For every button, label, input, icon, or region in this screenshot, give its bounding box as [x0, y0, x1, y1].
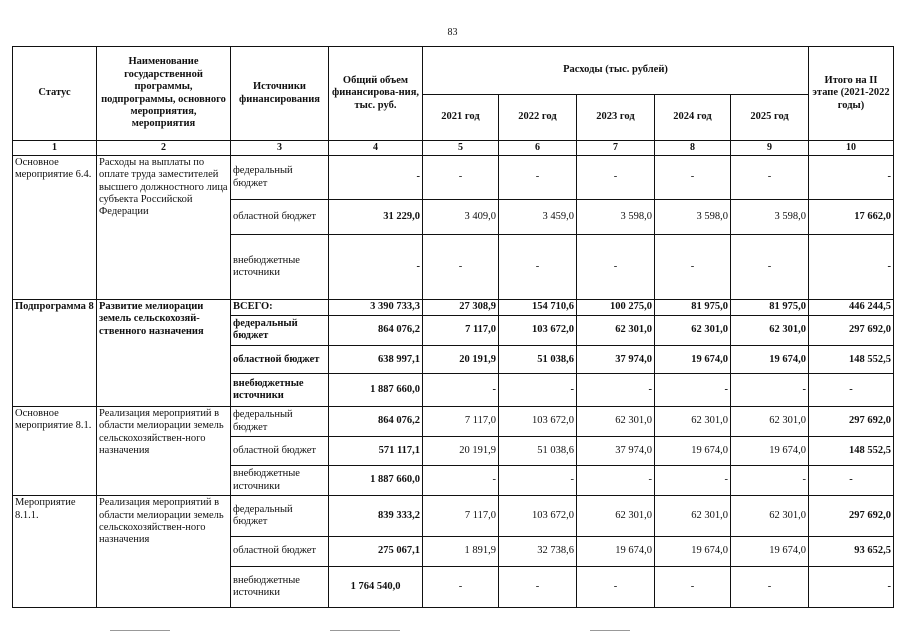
year-cell: 62 301,0 [577, 315, 655, 345]
year-cell: 19 674,0 [731, 437, 809, 465]
year-cell: - [423, 567, 499, 608]
total-cell: 1 887 660,0 [329, 374, 423, 406]
year-cell: 3 409,0 [423, 200, 499, 235]
year-cell: 37 974,0 [577, 437, 655, 465]
total-cell: - [329, 155, 423, 200]
total-cell: 1 887 660,0 [329, 465, 423, 495]
status-cell: Мероприятие 8.1.1. [13, 496, 97, 608]
name-cell: Реализация мероприятий в области мелиорации земель сельскохозяйствен-ного назначения [97, 496, 231, 608]
total-cell: 3 390 733,3 [329, 299, 423, 315]
year-cell: 62 301,0 [655, 406, 731, 436]
name-cell: Развитие мелиорации земель сельскохозяй-ственного назначения [97, 299, 231, 406]
year-cell: 81 975,0 [655, 299, 731, 315]
column-number: 7 [577, 141, 655, 156]
total-cell: 31 229,0 [329, 200, 423, 235]
header-expenses: Расходы (тыс. рублей) [423, 47, 809, 95]
source-cell: областной бюджет [231, 346, 329, 374]
column-number: 5 [423, 141, 499, 156]
source-cell: внебюджетные источники [231, 374, 329, 406]
year-cell: - [423, 155, 499, 200]
column-number: 2 [97, 141, 231, 156]
year-cell: - [499, 567, 577, 608]
itogo-cell: 17 662,0 [809, 200, 894, 235]
source-cell: федеральный бюджет [231, 496, 329, 537]
header-year: 2021 год [423, 95, 499, 141]
year-cell: 103 672,0 [499, 315, 577, 345]
itogo-cell: 446 244,5 [809, 299, 894, 315]
year-cell: 154 710,6 [499, 299, 577, 315]
column-number: 4 [329, 141, 423, 156]
year-cell: - [577, 567, 655, 608]
total-cell: 839 333,2 [329, 496, 423, 537]
year-cell: 62 301,0 [731, 315, 809, 345]
column-number: 3 [231, 141, 329, 156]
year-cell: - [655, 465, 731, 495]
year-cell: 20 191,9 [423, 437, 499, 465]
header-year: 2025 год [731, 95, 809, 141]
year-cell: - [731, 234, 809, 299]
year-cell: 3 459,0 [499, 200, 577, 235]
total-cell: 571 117,1 [329, 437, 423, 465]
itogo-cell: 297 692,0 [809, 315, 894, 345]
year-cell: 20 191,9 [423, 346, 499, 374]
itogo-cell: 93 652,5 [809, 536, 894, 566]
total-cell: 638 997,1 [329, 346, 423, 374]
year-cell: - [655, 567, 731, 608]
source-cell: федеральный бюджет [231, 155, 329, 200]
year-cell: - [499, 155, 577, 200]
name-cell: Реализация мероприятий в области мелиорации земель сельскохозяйствен-ного назначения [97, 406, 231, 495]
source-cell: внебюджетные источники [231, 465, 329, 495]
year-cell: 7 117,0 [423, 406, 499, 436]
year-cell: 3 598,0 [731, 200, 809, 235]
scan-artifact [590, 630, 630, 631]
source-cell: областной бюджет [231, 536, 329, 566]
year-cell: - [423, 234, 499, 299]
year-cell: - [577, 234, 655, 299]
year-cell: 3 598,0 [577, 200, 655, 235]
year-cell: 19 674,0 [577, 536, 655, 566]
year-cell: 19 674,0 [655, 437, 731, 465]
status-cell: Основное мероприятие 6.4. [13, 155, 97, 299]
status-cell: Подпрограмма 8 [13, 299, 97, 406]
year-cell: 62 301,0 [655, 496, 731, 537]
column-number: 9 [731, 141, 809, 156]
itogo-cell: - [809, 155, 894, 200]
year-cell: 81 975,0 [731, 299, 809, 315]
itogo-cell: - [809, 567, 894, 608]
year-cell: 51 038,6 [499, 437, 577, 465]
year-cell: 3 598,0 [655, 200, 731, 235]
itogo-cell: 148 552,5 [809, 346, 894, 374]
status-cell: Основное мероприятие 8.1. [13, 406, 97, 495]
year-cell: 32 738,6 [499, 536, 577, 566]
source-cell: ВСЕГО: [231, 299, 329, 315]
total-cell: 864 076,2 [329, 406, 423, 436]
source-cell: федеральный бюджет [231, 406, 329, 436]
year-cell: 19 674,0 [731, 536, 809, 566]
year-cell: - [577, 155, 655, 200]
year-cell: 19 674,0 [655, 346, 731, 374]
year-cell: 1 891,9 [423, 536, 499, 566]
year-cell: - [655, 155, 731, 200]
year-cell: 27 308,9 [423, 299, 499, 315]
header-itogo: Итого на II этапе (2021-2022 годы) [809, 47, 894, 141]
column-number: 6 [499, 141, 577, 156]
table-row [13, 155, 894, 200]
year-cell: 62 301,0 [577, 406, 655, 436]
itogo-cell: 297 692,0 [809, 406, 894, 436]
table-row [13, 496, 894, 537]
itogo-cell: - [809, 465, 894, 495]
year-cell: - [577, 374, 655, 406]
year-cell: 19 674,0 [655, 536, 731, 566]
header-year: 2024 год [655, 95, 731, 141]
year-cell: - [731, 155, 809, 200]
header-year: 2022 год [499, 95, 577, 141]
year-cell: - [499, 234, 577, 299]
total-cell: 1 764 540,0 [329, 567, 423, 608]
year-cell: 62 301,0 [577, 496, 655, 537]
source-cell: внебюджетные источники [231, 567, 329, 608]
scan-artifact [330, 630, 400, 631]
year-cell: - [499, 374, 577, 406]
year-cell: - [655, 374, 731, 406]
year-cell: - [423, 374, 499, 406]
name-cell: Расходы на выплаты по оплате труда заместителей высшего должностного лица субъекта Российской Федерации [97, 155, 231, 299]
year-cell: - [731, 374, 809, 406]
source-cell: федеральный бюджет [231, 315, 329, 345]
header-status: Статус [13, 47, 97, 141]
year-cell: 7 117,0 [423, 315, 499, 345]
scan-artifact [110, 630, 170, 631]
year-cell: 62 301,0 [655, 315, 731, 345]
year-cell: 37 974,0 [577, 346, 655, 374]
year-cell: 100 275,0 [577, 299, 655, 315]
column-number: 10 [809, 141, 894, 156]
total-cell: 275 067,1 [329, 536, 423, 566]
year-cell: - [423, 465, 499, 495]
year-cell: 7 117,0 [423, 496, 499, 537]
budget-table [12, 46, 894, 608]
header-total: Общий объем финансирова-ния, тыс. руб. [329, 47, 423, 141]
itogo-cell: - [809, 234, 894, 299]
total-cell: - [329, 234, 423, 299]
header-name: Наименование государственной программы, подпрограммы, основного мероприятия, мероприятия [97, 47, 231, 141]
year-cell: - [655, 234, 731, 299]
source-cell: внебюджетные источники [231, 234, 329, 299]
year-cell: - [577, 465, 655, 495]
column-number: 8 [655, 141, 731, 156]
year-cell: - [499, 465, 577, 495]
table-row [13, 299, 894, 315]
year-cell: 19 674,0 [731, 346, 809, 374]
source-cell: областной бюджет [231, 437, 329, 465]
page-number: 83 [447, 27, 458, 38]
itogo-cell: - [809, 374, 894, 406]
year-cell: - [731, 465, 809, 495]
year-cell: 51 038,6 [499, 346, 577, 374]
itogo-cell: 148 552,5 [809, 437, 894, 465]
year-cell: 62 301,0 [731, 406, 809, 436]
table-row [13, 406, 894, 436]
year-cell: 103 672,0 [499, 406, 577, 436]
header-year: 2023 год [577, 95, 655, 141]
year-cell: 103 672,0 [499, 496, 577, 537]
header-source: Источники финансирования [231, 47, 329, 141]
year-cell: 62 301,0 [731, 496, 809, 537]
column-number: 1 [13, 141, 97, 156]
year-cell: - [731, 567, 809, 608]
total-cell: 864 076,2 [329, 315, 423, 345]
source-cell: областной бюджет [231, 200, 329, 235]
itogo-cell: 297 692,0 [809, 496, 894, 537]
